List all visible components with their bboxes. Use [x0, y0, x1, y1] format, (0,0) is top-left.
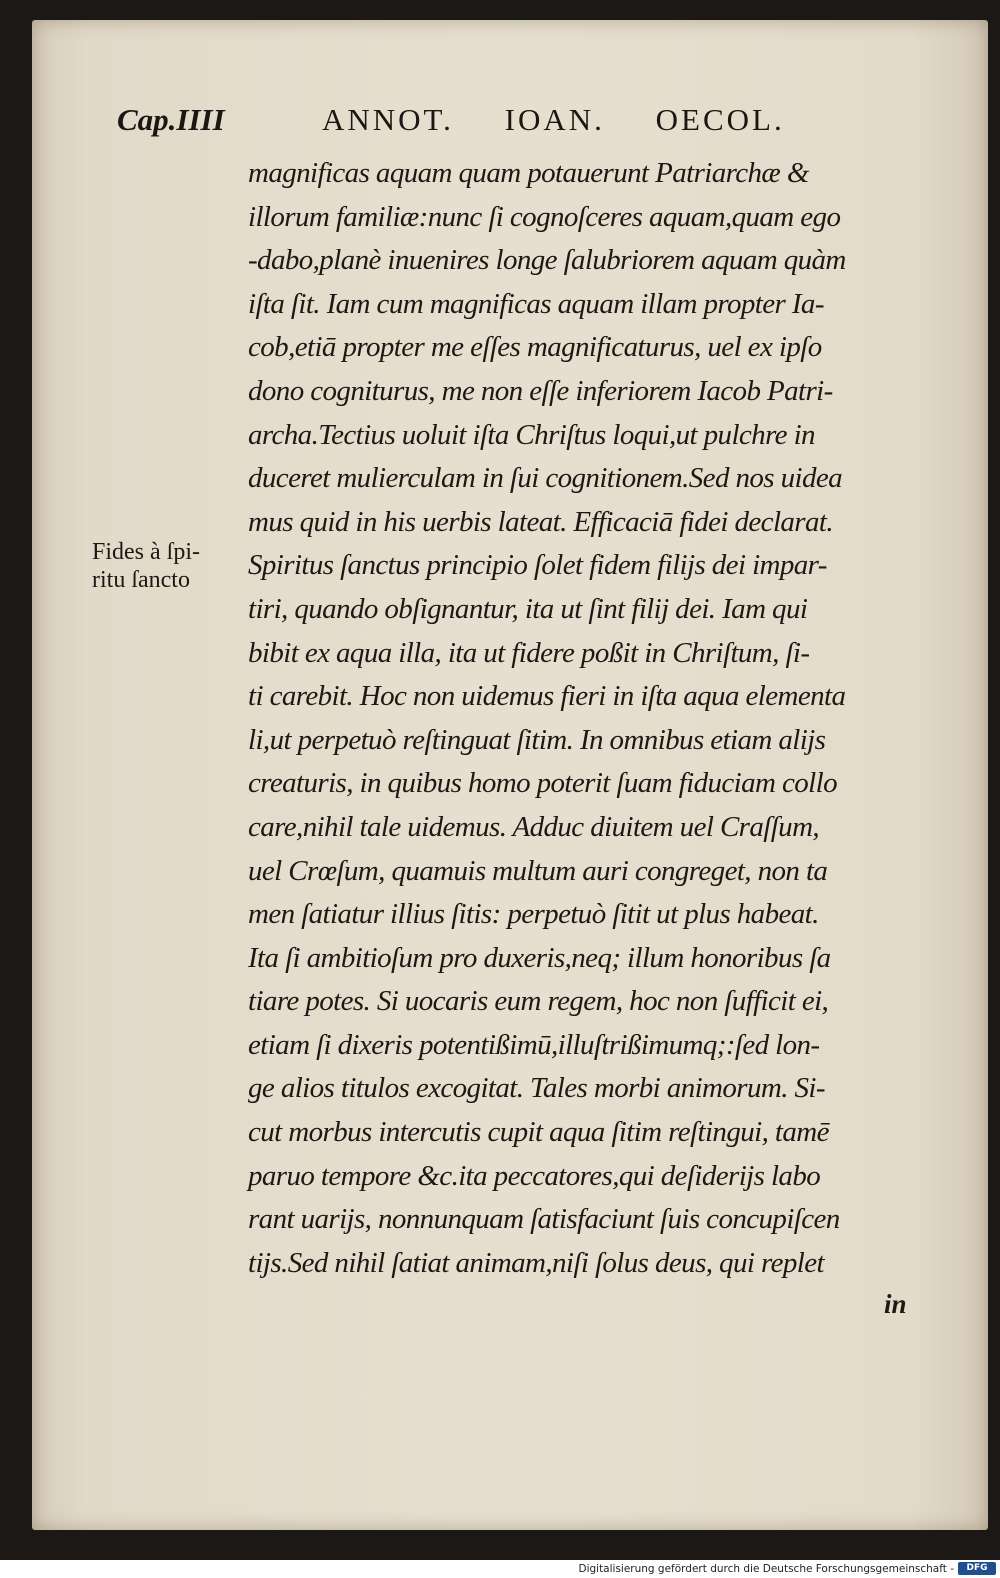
margin-note-line: ritu ſancto [92, 567, 190, 593]
text-line: magnificas aquam quam potauerunt Patriarchæ & [248, 157, 809, 189]
text-line: Spiritus ſanctus principio ſolet fidem filijs dei impar- [248, 549, 827, 582]
dfg-logo: DFG [958, 1562, 996, 1575]
running-title: ANNOT. IOAN. OECOL. [322, 102, 785, 137]
text-line: tijs.Sed nihil ſatiat animam,niſi ſolus deus, qui replet [248, 1246, 824, 1279]
text-line: archa.Tectius uoluit iſta Chriſtus loqui,ut pulchre in [248, 418, 815, 451]
footer-bar [0, 1560, 1000, 1578]
text-line: iſta ſit. Iam cum magnificas aquam illam propter Ia- [248, 287, 824, 320]
text-line: -dabo,planè inuenires longe ſalubriorem aquam quàm [248, 244, 846, 277]
text-line: uel Crœſum, quamuis multum auri congreget, non ta [248, 854, 828, 887]
text-line: illorum familiæ:nunc ſi cognoſceres aquam,quam ego [248, 200, 841, 233]
text-line: bibit ex aqua illa, ita ut fidere poßit in Chriſtum, ſi- [248, 636, 810, 669]
text-line: ti carebit. Hoc non uidemus fieri in iſta aqua elementa [248, 680, 846, 713]
text-line: rant uarijs, nonnunquam ſatisfaciunt ſuis concupiſcen [248, 1203, 840, 1236]
funding-credit: Digitalisierung gefördert durch die Deutsche Forschungsgemeinschaft - [578, 1563, 954, 1575]
text-line: mus quid in his uerbis lateat. Efficaciā fidei declarat. [248, 505, 834, 538]
text-line: duceret mulierculam in ſui cognitionem.Sed nos uidea [248, 462, 843, 495]
text-line: creaturis, in quibus homo poterit ſuam fiduciam collo [248, 767, 837, 800]
text-line: dono cogniturus, me non eſſe inferiorem Iacob Patri- [248, 374, 833, 407]
text-line: men ſatiatur illius ſitis: perpetuò ſitit ut plus habeat. [248, 898, 819, 931]
chapter-number: Cap.IIII [117, 102, 225, 137]
text-line: cob,etiā propter me eſſes magnificaturus, uel ex ipſo [248, 331, 822, 364]
text-line: Ita ſi ambitioſum pro duxeris,neq; illum honoribus ſa [248, 941, 831, 974]
text-line: tiri, quando obſignantur, ita ut ſint filij dei. Iam qui [248, 592, 808, 625]
text-line: li,ut perpetuò reſtinguat ſitim. In omnibus etiam alijs [248, 723, 826, 756]
text-line: ge alios titulos excogitat. Tales morbi animorum. Si- [248, 1072, 825, 1105]
text-line: paruo tempore &c.ita peccatores,qui deſiderijs labo [248, 1159, 821, 1192]
margin-note-line: Fides à ſpi- [92, 539, 200, 565]
text-line: care,nihil tale uidemus. Adduc diuitem uel Craſſum, [248, 810, 820, 843]
body-text [248, 152, 928, 1285]
margin-note [92, 538, 242, 594]
catchword: in [884, 1289, 907, 1319]
text-line: etiam ſi dixeris potentißimū,illuſtrißimumq;:ſed lon- [248, 1028, 820, 1061]
text-line: cut morbus intercutis cupit aqua ſitim reſtingui, tamē [248, 1116, 829, 1149]
text-line: tiare potes. Si uocaris eum regem, hoc non ſufficit ei, [248, 985, 829, 1018]
